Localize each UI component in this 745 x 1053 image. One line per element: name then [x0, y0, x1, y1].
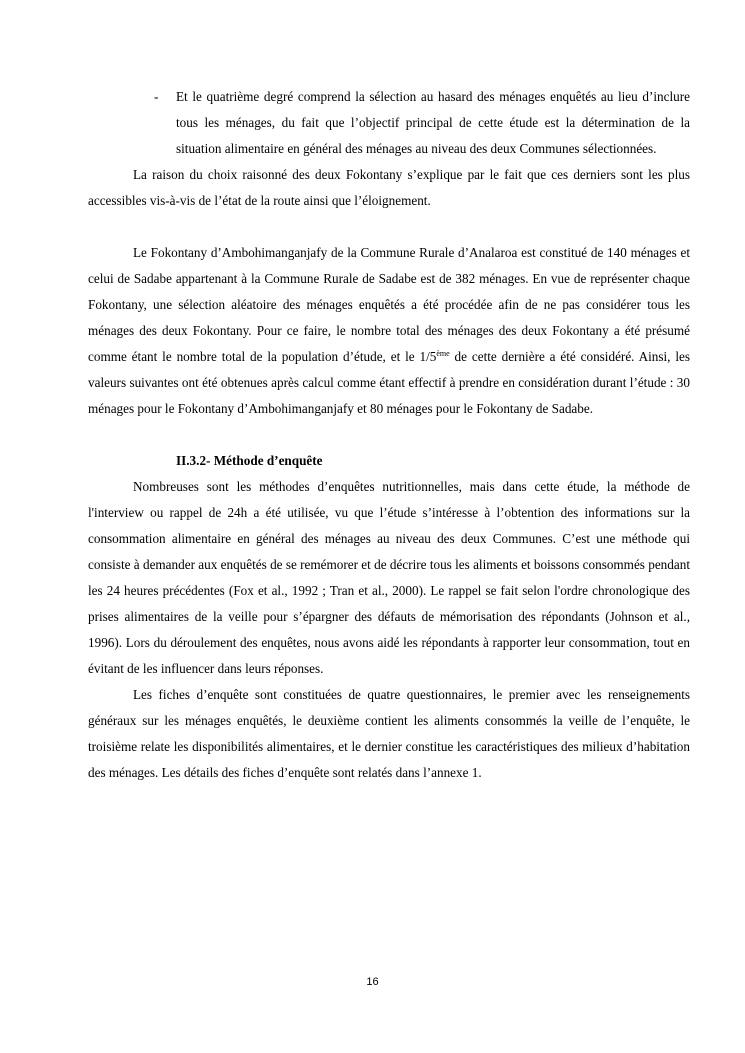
paragraph-gap: [88, 214, 690, 240]
document-body: [88, 84, 690, 786]
sampling-text-part-1: Le Fokontany d’Ambohimanganjafy de la Commune Rurale d’Analaroa est constitué de 140 ménages et celui de Sadabe appartenant à la Commune Rurale de Sadabe est de 382 ménages. En vue de représenter chaque Fokontany, une sélection aléatoire des ménages enquêtés a été procédée afin de ne pas considérer tous les ménages des deux Fokontany. Pour ce faire, le nombre total des ménages des deux Fokontany a été présumé comme étant le nombre total de la population d’étude, et le 1/5: [88, 245, 690, 364]
bullet-item: [154, 84, 690, 162]
section-heading: II.3.2- Méthode d’enquête: [176, 453, 323, 468]
page-number: 16: [366, 976, 379, 988]
bullet-text: Et le quatrième degré comprend la sélection au hasard des ménages enquêtés au lieu d’inclure tous les ménages, du fait que l’objectif principal de cette étude est la détermination de la situation alimentaire en général des ménages au niveau des deux Communes sélectionnées.: [176, 89, 690, 156]
paragraph-survey-forms: Les fiches d’enquête sont constituées de quatre questionnaires, le premier avec les renseignements généraux sur les ménages enquêtés, le deuxième contient les aliments consommés la veille de l’enquête, le troisième relate les disponibilités alimentaires, et le dernier constitue les caractéristiques des milieux d’habitation des ménages. Les détails des fiches d’enquête sont relatés dans l’annexe 1.: [88, 687, 690, 780]
bullet-dash: -: [154, 89, 159, 104]
sampling-text-part-2: de cette dernière a été considéré. Ainsi, les valeurs suivantes ont été obtenues après calcul comme étant effectif à prendre en considération durant l’étude : 30 ménages pour le Fokontany d’Ambohimanganjafy et 80 ménages pour le Fokontany de Sadabe.: [88, 349, 690, 416]
paragraph-route-access: La raison du choix raisonné des deux Fokontany s’explique par le fait que ces derniers sont les plus accessibles vis-à-vis de l’état de la route ainsi que l’éloignement.: [88, 167, 690, 208]
paragraph-gap: [88, 422, 690, 448]
paragraph-sampling: [88, 240, 690, 422]
superscript-eme: ème: [436, 349, 450, 358]
paragraph-method: Nombreuses sont les méthodes d’enquêtes nutritionnelles, mais dans cette étude, la méthode de l'interview ou rappel de 24h a été utilisée, vu que l’étude s’intéresse à l’obtention des informations sur la consommation alimentaire en général des ménages au niveau des deux Communes. C’est une méthode qui consiste à demander aux enquêtés de se remémorer et de décrire tous les aliments et boissons consommés pendant les 24 heures précédentes (Fox et al., 1992 ; Tran et al., 2000). Le rappel se fait selon l'ordre chronologique des prises alimentaires de la veille pour s’épargner des défauts de mémorisation des répondants (Johnson et al., 1996). Lors du déroulement des enquêtes, nous avons aidé les répondants à rapporter leur consommation, tout en évitant de les influencer dans leurs réponses.: [88, 479, 690, 676]
